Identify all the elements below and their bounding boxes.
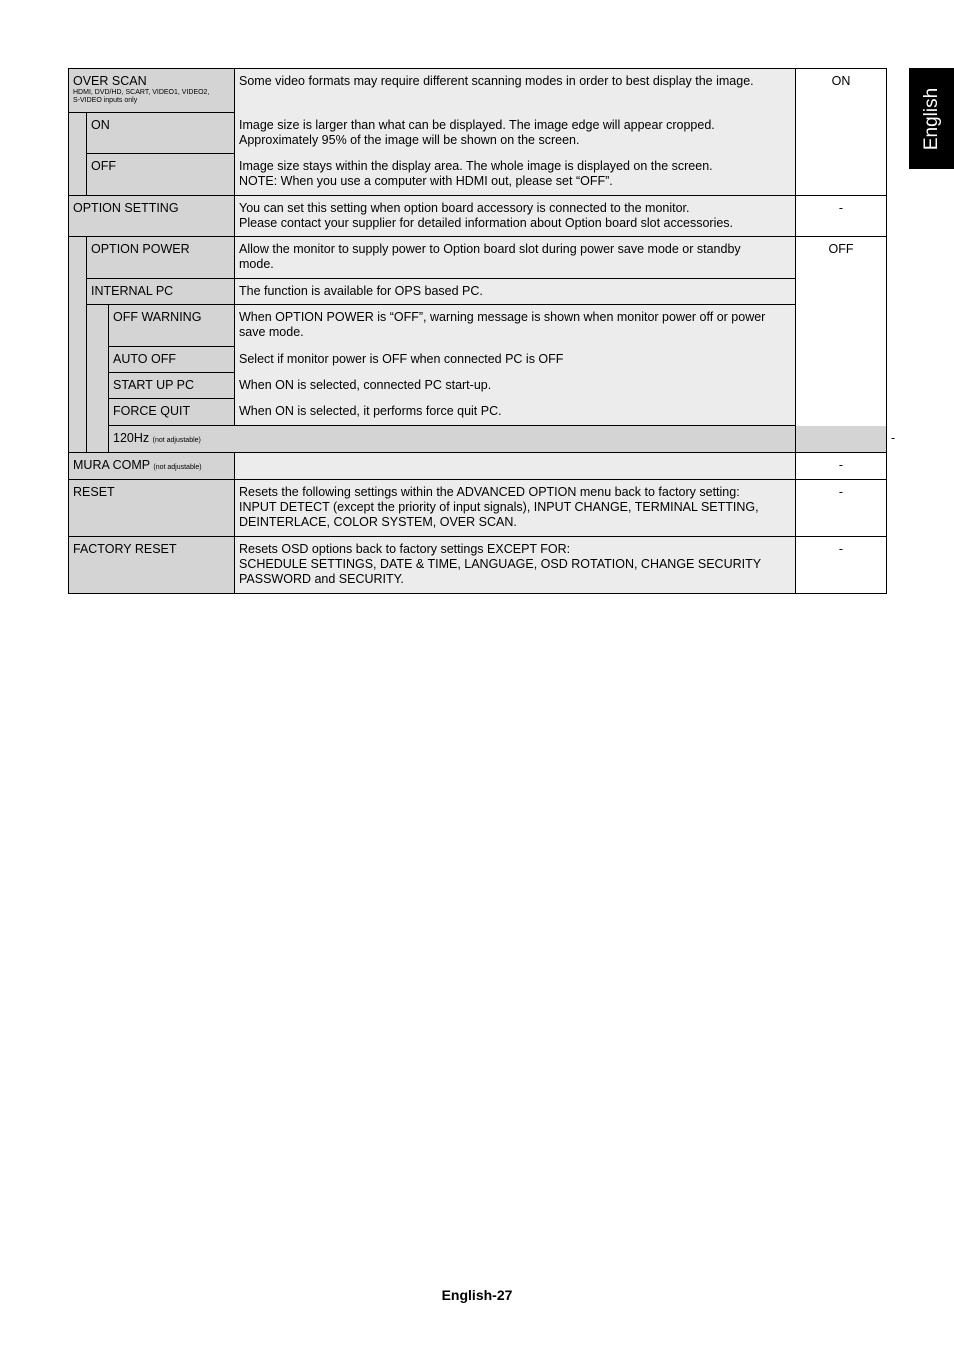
factory-reset-description-line1: Resets OSD options back to factory settings EXCEPT FOR: [239,542,571,556]
advanced-option-table [68,68,896,594]
hz120-label: 120Hz [113,431,150,445]
hz120-label-cell [109,426,887,453]
factory-reset-description-line3: PASSWORD and SECURITY. [239,572,404,586]
force-quit-description: When ON is selected, it performs force quit PC. [235,399,796,426]
over-scan-label-cell [69,69,235,113]
on-description-line1: Image size is larger than what can be displayed. The image edge will appear cropped. [239,117,715,132]
mura-comp-label-cell [69,453,235,480]
off-description-line1: Image size stays within the display area. The whole image is displayed on the screen. [239,158,713,173]
on-label: ON [87,113,235,154]
mura-comp-label: MURA COMP [73,458,150,472]
over-scan-note-line2: S-VIDEO inputs only [73,97,138,104]
table-row-option-power [69,237,887,279]
over-scan-label: OVER SCAN [73,74,147,88]
over-scan-description: Some video formats may require different scanning modes in order to best display the image. [235,69,796,113]
page-number: English-27 [441,1287,513,1303]
option-setting-description-line2: Please contact your supplier for detailed information about Option board slot accessories. [239,216,734,230]
off-warning-description-line1: When OPTION POWER is “OFF”, warning message is shown when monitor power off or power [239,310,766,324]
reset-description [235,480,796,537]
factory-reset-default: - [796,537,887,594]
option-setting-default: - [796,196,887,237]
option-power-description [235,237,796,279]
auto-off-label: AUTO OFF [109,347,235,373]
mura-comp-note: (not adjustable) [153,464,202,471]
off-label: OFF [87,154,235,196]
mura-comp-default: - [796,453,887,480]
factory-reset-description-line2: SCHEDULE SETTINGS, DATE & TIME, LANGUAGE, OSD ROTATION, CHANGE SECURITY [239,557,762,571]
reset-label: RESET [69,480,235,537]
reset-description-line2: INPUT DETECT (except the priority of input signals), INPUT CHANGE, TERMINAL SETTING, [239,500,759,514]
reset-default: - [796,480,887,537]
over-scan-default: ON [796,69,887,196]
on-description-line2: Approximately 95% of the image will be shown on the screen. [239,132,580,147]
indent-option-setting [69,237,87,453]
table-row-mura-comp [69,453,887,480]
option-power-description-line1: Allow the monitor to supply power to Option board slot during power save mode or standby [239,242,741,256]
option-power-default: OFF [796,237,887,453]
indent-over-scan [69,113,87,196]
table-row-120hz: 120Hz (not adjustable) - [69,426,887,453]
force-quit-label: FORCE QUIT [109,399,235,426]
option-power-label: OPTION POWER [87,237,235,279]
option-power-description-line2: mode. [239,257,274,271]
off-warning-description-line2: save mode. [239,325,304,339]
off-warning-label: OFF WARNING [109,305,235,347]
table-row-reset [69,480,887,537]
table-row-factory-reset [69,537,887,594]
start-up-pc-description: When ON is selected, connected PC start-up. [235,373,796,399]
reset-description-line1: Resets the following settings within the ADVANCED OPTION menu back to factory setting: [239,485,740,499]
option-setting-description-line1: You can set this setting when option board accessory is connected to the monitor. [239,201,690,215]
start-up-pc-label: START UP PC [109,373,235,399]
table-row-force-quit [69,399,887,426]
mura-comp-description [235,453,796,480]
hz120-note: (not adjustable) [152,437,201,444]
option-setting-description [235,196,796,237]
on-description [235,113,796,154]
language-tab-label: English [920,87,942,150]
reset-description-line3: DEINTERLACE, COLOR SYSTEM, OVER SCAN. [239,515,517,529]
table-row-over-scan-on [69,113,887,154]
off-warning-description [235,305,796,347]
language-tab [909,68,954,169]
internal-pc-description: The function is available for OPS based PC. [235,279,796,305]
table-row-off-warning [69,305,887,347]
factory-reset-description [235,537,796,594]
internal-pc-label: INTERNAL PC [87,279,235,305]
option-setting-label: OPTION SETTING [69,196,235,237]
off-description [235,154,796,196]
table-row-over-scan-off [69,154,887,196]
table-row-over-scan [69,69,887,113]
auto-off-description: Select if monitor power is OFF when connected PC is OFF [235,347,796,373]
table-row-auto-off [69,347,887,373]
table-row-start-up-pc [69,373,887,399]
off-description-line2: NOTE: When you use a computer with HDMI out, please set “OFF”. [239,173,613,188]
over-scan-note-line1: HDMI, DVD/HD, SCART, VIDEO1, VIDEO2, [73,89,210,96]
factory-reset-label: FACTORY RESET [69,537,235,594]
table-row-internal-pc [69,279,887,305]
table-row-option-setting [69,196,887,237]
indent-internal-pc [87,305,109,453]
